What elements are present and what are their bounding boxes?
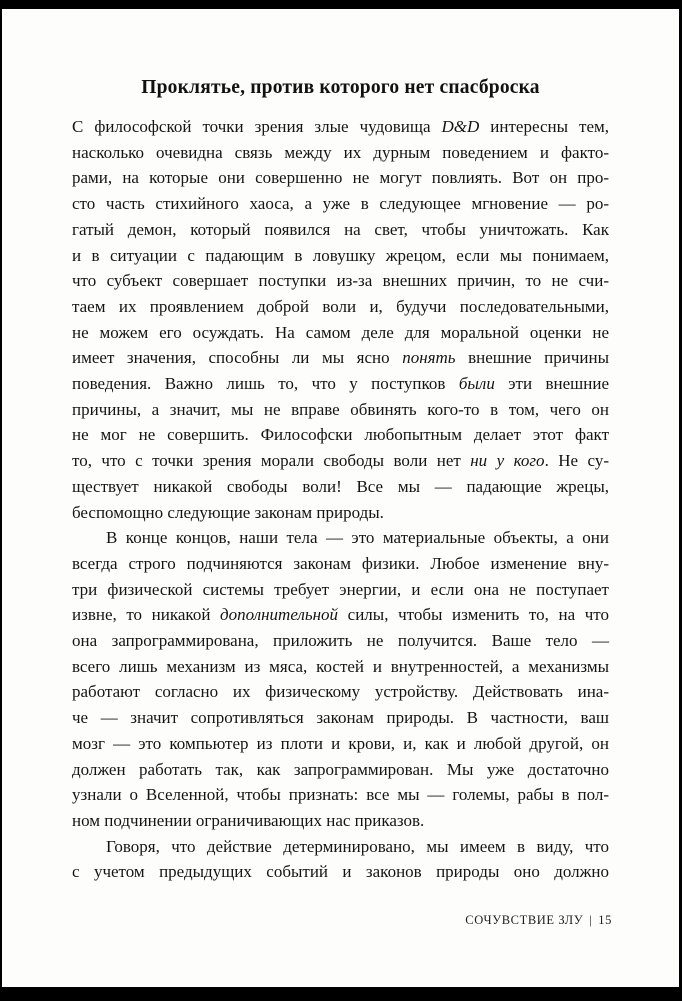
text-line <box>72 397 609 423</box>
paragraph <box>72 834 609 885</box>
text-line <box>72 345 609 371</box>
paragraph <box>72 525 609 833</box>
text-line <box>72 551 609 577</box>
italic-run: дополнительной <box>220 605 339 625</box>
text-line <box>72 165 609 191</box>
footer-divider: | <box>589 913 593 927</box>
text-run: то, что с точки зрения морали свободы воли нет <box>72 451 471 471</box>
text-run: причины, а значит, мы не вправе обвинять кого-то в том, чего он <box>72 399 609 419</box>
text-run: внешние причины <box>455 348 609 368</box>
text-run: насколько очевидна связь между их дурным поведением и факто- <box>72 142 609 162</box>
text-run: с учетом предыдущих событий и законов природы оно должно <box>72 862 609 882</box>
chapter-title: Проклятье, против которого нет спасброска <box>141 77 540 98</box>
text-line <box>72 140 609 166</box>
text-line <box>72 422 609 448</box>
text-run: гатый демон, который появился на свет, чтобы уничтожать. Как <box>72 219 609 239</box>
text-run: всего лишь механизм из мяса, костей и внутренностей, а механизмы <box>72 656 609 676</box>
text-run: С философской точки зрения злые чудовища <box>72 117 442 136</box>
text-run: всегда строго подчиняются законам физики. Любое изменение вну- <box>72 553 609 573</box>
text-line <box>72 654 609 680</box>
text-line <box>72 679 609 705</box>
text-run: мозг — это компьютер из плоти и крови, и, как и любой другой, он <box>72 733 609 753</box>
text-run: три физической системы требует энергии, и если она не поступает <box>72 579 609 599</box>
paragraph <box>72 114 609 525</box>
text-line <box>72 243 609 269</box>
page-body <box>72 114 609 885</box>
text-run: В конце концов, наши тела — это материальные объекты, а они <box>106 528 609 548</box>
text-line <box>72 320 609 346</box>
book-page <box>2 9 679 987</box>
text-run: че — значит сопротивляться законам природы. В частности, ваш <box>72 708 609 728</box>
running-footer <box>465 913 612 928</box>
italic-run: понять <box>402 348 456 368</box>
text-run: ществует никакой свободы воли! Все мы — падающие жрецы, <box>72 476 609 496</box>
text-run: рами, на которые они совершенно не могут повлиять. Вот он про- <box>72 168 609 188</box>
text-run: не мог не совершить. Философски любопытным делает этот факт <box>72 425 609 445</box>
footer-book-title: СОЧУВСТВИЕ ЗЛУ <box>465 913 584 927</box>
text-run: должен работать так, как запрограммирован. Мы уже достаточно <box>72 759 609 779</box>
text-line <box>72 602 609 628</box>
text-line <box>72 782 609 808</box>
text-line <box>72 114 609 140</box>
text-line <box>72 757 609 783</box>
text-line <box>72 577 609 603</box>
text-run: работают согласно их физическому устройству. Действовать ина- <box>72 682 609 702</box>
text-run: . Не су- <box>544 451 610 471</box>
text-line <box>72 191 609 217</box>
text-line <box>72 808 609 834</box>
text-run: что субъект совершает поступки из-за внешних причин, то не счи- <box>72 271 609 291</box>
text-line <box>72 371 609 397</box>
italic-run: D&D <box>441 117 480 136</box>
text-line <box>72 217 609 243</box>
text-run: она запрограммирована, приложить не получится. Ваше тело — <box>72 631 609 651</box>
italic-run: ни у кого <box>470 451 545 471</box>
text-line <box>72 705 609 731</box>
text-run: силы, чтобы изменить то, на что <box>338 605 609 625</box>
text-run: эти внешние <box>494 374 609 394</box>
text-line <box>72 628 609 654</box>
text-line <box>72 525 609 551</box>
text-line <box>72 859 609 885</box>
text-run: не можем его осуждать. На самом деле для моральной оценки не <box>72 322 609 342</box>
text-line <box>72 500 609 526</box>
text-run: и в ситуации с падающим в ловушку жрецом, если мы понимаем, <box>72 245 609 265</box>
text-run: узнали о Вселенной, чтобы признать: все мы — големы, рабы в пол- <box>72 785 609 805</box>
text-line <box>72 834 609 860</box>
text-line <box>72 448 609 474</box>
footer-page-number: 15 <box>598 913 612 927</box>
text-run: интересны тем, <box>479 117 609 136</box>
text-run: ном подчинении ограничивающих нас приказов. <box>72 810 425 830</box>
text-run: беспомощно следующие законам природы. <box>72 502 384 522</box>
text-line <box>72 294 609 320</box>
text-line <box>72 474 609 500</box>
italic-run: были <box>458 374 495 394</box>
text-run: сто часть стихийного хаоса, а уже в следующее мгновение — ро- <box>72 194 609 214</box>
text-run: таем их проявлением доброй воли и, будучи последовательными, <box>72 296 609 316</box>
text-run: Говоря, что действие детерминировано, мы имеем в виду, что <box>106 836 609 856</box>
text-run: извне, то никакой <box>72 605 221 625</box>
text-line <box>72 731 609 757</box>
text-run: поведения. Важно лишь то, что у поступков <box>72 374 459 394</box>
text-line <box>72 268 609 294</box>
text-run: имеет значения, способны ли мы ясно <box>72 348 403 368</box>
